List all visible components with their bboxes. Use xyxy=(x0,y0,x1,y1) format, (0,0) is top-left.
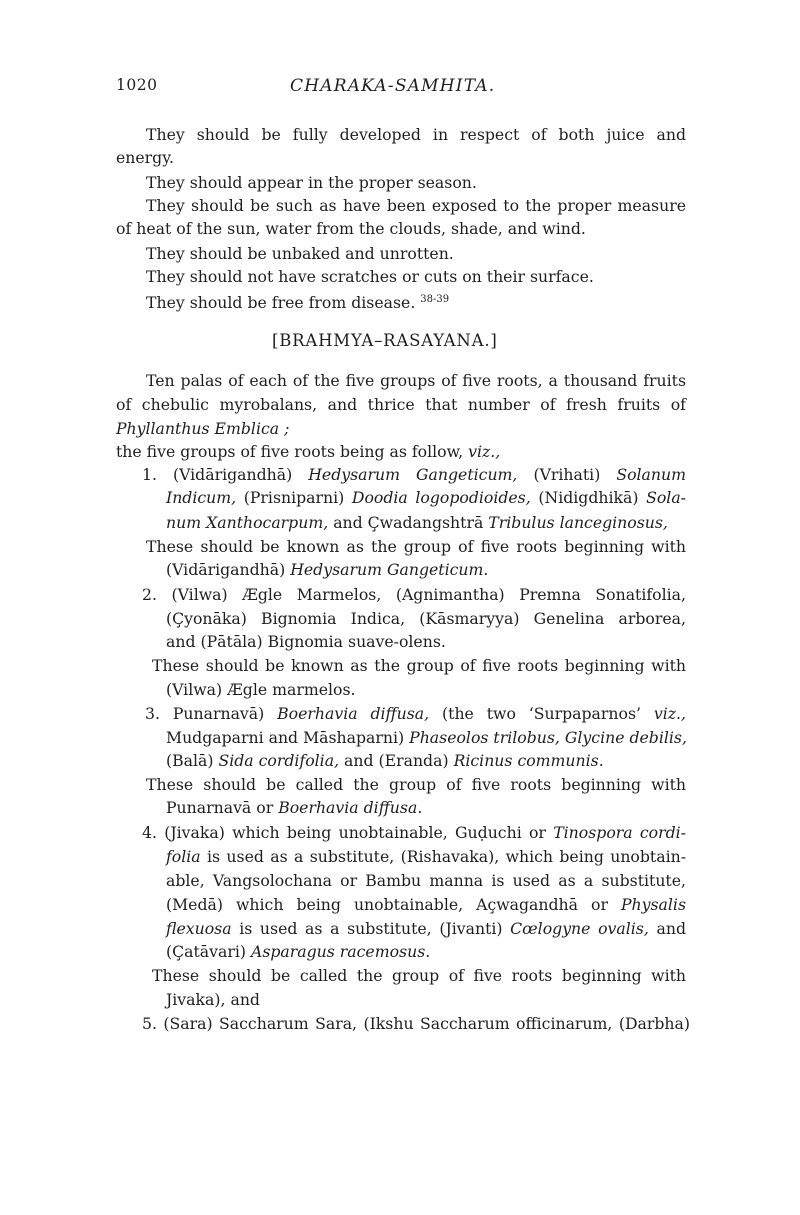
text-line xyxy=(166,941,430,963)
text-line xyxy=(146,124,686,146)
text-run: (Medā) which being unobtainable, Açwagandhā or xyxy=(166,895,621,914)
running-title: CHARAKA-SAMHITA. xyxy=(290,76,496,96)
text-run: 1. (Vidārigandhā) xyxy=(142,465,309,484)
text-line xyxy=(166,727,686,749)
text-run: They should be fully developed in respect of both juice and xyxy=(146,125,686,144)
text-line xyxy=(166,846,686,868)
text-line xyxy=(166,918,686,940)
text-line xyxy=(166,559,488,581)
text-line xyxy=(166,631,446,653)
text-run: (Balā) xyxy=(166,751,219,770)
text-line xyxy=(116,147,174,169)
text-run: energy. xyxy=(116,148,174,167)
page-number: 1020 xyxy=(116,76,158,94)
italic-text: num Xanthocarpum, xyxy=(166,513,329,532)
text-line xyxy=(146,195,686,217)
text-run: 3. Punarnavā) xyxy=(145,704,278,723)
text-run: (Çatāvari) xyxy=(166,942,251,961)
text-line xyxy=(166,487,686,509)
italic-text: Ricinus communis. xyxy=(453,751,604,770)
text-run: the five groups of five roots being as follow, xyxy=(116,442,469,461)
text-line xyxy=(146,289,449,314)
text-run: Mudgaparni and Māshaparni) xyxy=(166,728,410,747)
text-line xyxy=(166,989,260,1011)
text-run: of heat of the sun, water from the clouds, shade, and wind. xyxy=(116,219,586,238)
italic-text: Physalis xyxy=(620,895,686,914)
text-line xyxy=(146,266,594,288)
text-run: These should be known as the group of five roots beginning with xyxy=(146,537,686,556)
text-run: is used as a substitute, (Jivanti) xyxy=(231,919,511,938)
text-run: They should be unbaked and unrotten. xyxy=(146,244,454,263)
text-line xyxy=(116,394,686,416)
text-run: These should be known as the group of five roots beginning with xyxy=(152,656,686,675)
italic-text: Doodia logopodioides, xyxy=(351,488,531,507)
text-run: (the two ‘Surpaparnos’ xyxy=(429,704,654,723)
text-run: These should be called the group of five roots beginning with xyxy=(146,775,686,794)
section-heading xyxy=(272,330,498,352)
text-run: able, Vangsolochana or Bambu manna is used as a substitute, xyxy=(166,871,686,890)
text-run: 5. (Sara) Saccharum Sara, (Ikshu Saccharum officinarum, (Darbha) xyxy=(142,1014,690,1033)
text-line xyxy=(142,464,686,486)
text-line xyxy=(146,243,454,265)
text-run: [BRAHMYA–RASAYANA.] xyxy=(272,331,498,350)
italic-text: Phaseolos trilobus, Glycine debilis, xyxy=(409,728,687,747)
italic-text: flexuosa xyxy=(166,919,232,938)
italic-text: Boerhavia diffusa, xyxy=(277,704,430,723)
text-run: and (Eranda) xyxy=(339,751,454,770)
text-line xyxy=(142,822,686,844)
text-run: They should appear in the proper season. xyxy=(146,173,477,192)
text-line xyxy=(166,608,686,630)
text-run: and (Pātāla) Bignomia suave-olens. xyxy=(166,632,446,651)
text-line xyxy=(146,774,686,796)
text-run: Punarnavā or xyxy=(166,798,279,817)
text-run: They should be such as have been exposed to the proper measure xyxy=(146,196,686,215)
italic-text: Solanum xyxy=(616,465,686,484)
text-line xyxy=(166,870,686,892)
text-line xyxy=(166,679,356,701)
text-run: (Nidigdhikā) xyxy=(530,488,647,507)
text-run: (Prisniparni) xyxy=(236,488,352,507)
italic-text: Cœlogyne ovalis, xyxy=(510,919,649,938)
italic-text: Indicum, xyxy=(166,488,237,507)
text-line xyxy=(166,894,686,916)
italic-text: Phyllanthus Emblica ; xyxy=(116,419,290,438)
italic-text: Sola- xyxy=(646,488,686,507)
text-line xyxy=(146,370,686,392)
text-run: They should be free from disease. xyxy=(146,293,421,313)
text-run: Ten palas of each of the five groups of five roots, a thousand fruits xyxy=(146,371,686,390)
text-line xyxy=(142,1013,690,1035)
italic-text: viz., xyxy=(468,442,501,461)
italic-text: Boerhavia diffusa. xyxy=(278,798,423,817)
italic-text: Hedysarum Gangeticum. xyxy=(290,560,489,579)
text-line xyxy=(116,218,586,240)
text-line xyxy=(146,172,477,194)
text-line xyxy=(145,703,686,725)
verse-number: 38-39 xyxy=(420,294,450,305)
text-run: They should not have scratches or cuts on their surface. xyxy=(146,267,594,286)
text-run: (Vilwa) Ægle marmelos. xyxy=(166,680,356,699)
text-run: and xyxy=(648,919,686,938)
text-run: 2. (Vilwa) Ægle Marmelos, (Agnimantha) Premna Sonatifolia, xyxy=(142,585,686,604)
page-header xyxy=(116,76,696,102)
text-line xyxy=(152,965,686,987)
text-run: These should be called the group of five roots beginning with xyxy=(152,966,686,985)
text-run: and Çwadangshtrā xyxy=(328,513,489,532)
text-line xyxy=(166,750,604,772)
italic-text: Tinospora cordi- xyxy=(553,823,686,842)
text-run: (Vidārigandhā) xyxy=(166,560,291,579)
italic-text: Sida cordifolia, xyxy=(218,751,340,770)
text-line xyxy=(166,512,668,534)
italic-text: folia xyxy=(166,847,201,866)
text-line xyxy=(152,655,686,677)
text-line xyxy=(142,584,686,606)
text-line xyxy=(116,418,289,440)
italic-text: viz., xyxy=(653,704,686,723)
italic-text: Asparagus racemosus. xyxy=(250,942,431,961)
text-run: Jivaka), and xyxy=(166,990,260,1009)
text-run: 4. (Jivaka) which being unobtainable, Guḍuchi or xyxy=(142,823,554,842)
text-run: of chebulic myrobalans, and thrice that number of fresh fruits of xyxy=(116,395,686,414)
text-run: (Çyonāka) Bignomia Indica, (Kāsmaryya) Genelina arborea, xyxy=(166,609,686,628)
text-run: (Vrihati) xyxy=(517,465,617,484)
text-line xyxy=(146,536,686,558)
text-run: is used as a substitute, (Rishavaka), which being unobtain- xyxy=(200,847,686,866)
text-line xyxy=(166,797,422,819)
italic-text: Tribulus lanceginosus, xyxy=(488,513,668,532)
italic-text: Hedysarum Gangeticum, xyxy=(308,465,518,484)
text-line xyxy=(116,441,500,463)
